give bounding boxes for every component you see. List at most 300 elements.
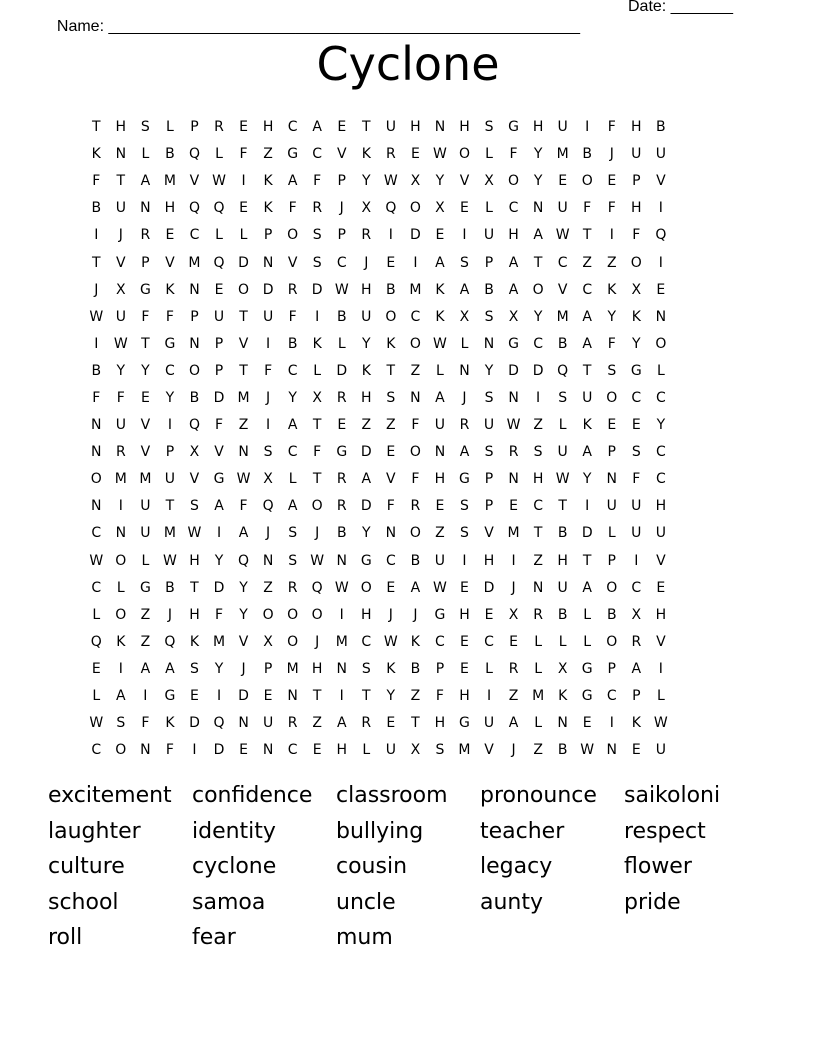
grid-letter: A [116, 688, 126, 705]
grid-row [84, 520, 732, 547]
grid-row [84, 141, 732, 168]
word-list [48, 780, 788, 958]
grid-letter: C [533, 498, 543, 515]
grid-letter: N [115, 525, 127, 542]
grid-letter: T [362, 688, 371, 705]
grid-letter: A [140, 173, 151, 190]
grid-letter: R [336, 389, 347, 406]
grid-row [84, 358, 732, 385]
grid-letter: V [189, 173, 200, 190]
grid-letter: Z [533, 417, 543, 434]
grid-letter: X [508, 606, 519, 623]
grid-letter: K [631, 308, 641, 325]
grid-letter: M [556, 146, 569, 163]
grid-letter: I [315, 308, 320, 325]
grid-letter: C [410, 308, 421, 325]
grid-letter: F [607, 335, 616, 352]
grid-letter: H [508, 227, 519, 244]
grid-letter: N [91, 444, 102, 461]
grid-letter: O [287, 606, 299, 623]
grid-letter: W [433, 146, 447, 163]
grid-letter: A [582, 335, 592, 352]
grid-letter: V [189, 471, 200, 488]
grid-letter: I [486, 688, 492, 705]
grid-letter: Q [238, 552, 250, 569]
grid-letter: A [459, 281, 470, 298]
word-list-item: school [48, 889, 119, 915]
grid-letter: E [484, 606, 494, 623]
grid-row [84, 114, 732, 141]
grid-letter: L [116, 579, 125, 596]
grid-letter: S [312, 254, 322, 271]
grid-letter: Y [288, 389, 297, 406]
grid-letter: L [288, 471, 297, 488]
grid-letter: P [632, 173, 641, 190]
grid-letter: Q [213, 200, 225, 217]
grid-letter: M [114, 471, 127, 488]
grid-letter: W [334, 281, 349, 298]
grid-letter: N [262, 254, 274, 271]
grid-letter: S [460, 525, 469, 542]
grid-letter: N [336, 660, 347, 677]
grid-letter: W [653, 715, 668, 732]
word-list-item: pronounce [480, 783, 597, 808]
grid-letter: N [238, 715, 249, 732]
grid-letter: M [409, 281, 422, 298]
grid-letter: N [140, 200, 151, 217]
grid-letter: E [239, 200, 248, 217]
grid-letter: V [484, 525, 494, 542]
date-field-label: Date: _______ [628, 0, 733, 15]
grid-letter: W [236, 471, 251, 488]
grid-letter: Z [140, 633, 151, 650]
grid-letter: Q [164, 633, 176, 650]
grid-letter: C [631, 389, 642, 406]
grid-letter: F [607, 200, 616, 217]
grid-letter: G [287, 146, 299, 163]
grid-letter: L [558, 633, 567, 650]
grid-row [84, 575, 732, 602]
grid-letter: U [631, 146, 642, 163]
grid-letter: R [336, 498, 347, 515]
grid-letter: S [484, 308, 494, 325]
grid-letter: H [361, 606, 372, 623]
grid-letter: T [239, 308, 248, 325]
grid-letter: E [410, 146, 420, 163]
grid-letter: S [460, 254, 469, 271]
grid-letter: C [655, 471, 666, 488]
grid-letter: I [462, 552, 467, 569]
grid-letter: W [433, 335, 447, 352]
grid-letter: N [532, 579, 544, 596]
grid-letter: Q [655, 227, 667, 244]
grid-letter: A [435, 389, 445, 406]
grid-letter: D [336, 362, 348, 379]
grid-letter: C [557, 254, 568, 271]
grid-letter: K [435, 308, 445, 325]
grid-letter: Q [90, 633, 102, 650]
grid-letter: F [386, 498, 395, 515]
grid-letter: N [91, 498, 102, 515]
grid-row [84, 656, 732, 683]
grid-letter: M [163, 173, 176, 190]
grid-letter: H [434, 715, 446, 732]
grid-letter: F [313, 444, 322, 461]
grid-row [84, 493, 732, 520]
grid-letter: E [386, 579, 396, 596]
grid-letter: G [459, 471, 470, 488]
grid-letter: Z [263, 579, 273, 596]
grid-letter: A [410, 579, 421, 596]
grid-letter: B [410, 660, 421, 677]
grid-letter: W [162, 552, 177, 569]
grid-letter: I [339, 688, 344, 705]
grid-letter: A [238, 525, 249, 542]
grid-letter: B [165, 146, 175, 163]
grid-letter: R [459, 417, 470, 434]
grid-letter: I [216, 688, 222, 705]
grid-letter: C [287, 742, 298, 759]
grid-letter: S [631, 444, 641, 461]
grid-letter: U [631, 525, 642, 542]
grid-letter: T [362, 119, 371, 136]
grid-letter: T [558, 498, 567, 515]
grid-letter: O [409, 525, 421, 542]
grid-letter: U [434, 417, 446, 434]
grid-letter: T [312, 471, 322, 488]
grid-letter: I [658, 660, 663, 677]
word-list-item: samoa [192, 889, 266, 915]
grid-letter: K [410, 633, 420, 650]
grid-letter: L [485, 660, 493, 677]
word-list-item: aunty [480, 889, 544, 915]
grid-letter: N [262, 742, 274, 759]
grid-letter: P [165, 444, 175, 461]
grid-letter: Y [484, 362, 494, 379]
grid-letter: U [140, 498, 151, 515]
grid-letter: B [91, 200, 102, 217]
grid-letter: Y [116, 362, 126, 379]
grid-letter: V [287, 254, 298, 271]
word-list-item: laughter [48, 818, 141, 844]
grid-letter: P [337, 173, 346, 190]
grid-letter: L [141, 552, 150, 569]
grid-letter: S [484, 119, 494, 136]
grid-letter: H [336, 742, 347, 759]
grid-letter: R [287, 281, 298, 298]
grid-letter: H [631, 200, 642, 217]
grid-letter: T [91, 119, 101, 136]
grid-letter: J [94, 281, 99, 298]
grid-letter: P [337, 227, 346, 244]
grid-letter: G [630, 362, 642, 379]
grid-letter: P [607, 552, 616, 569]
grid-letter: N [483, 335, 495, 352]
grid-letter: F [411, 471, 420, 488]
grid-letter: T [312, 417, 322, 434]
grid-letter: Z [508, 688, 519, 705]
grid-letter: G [581, 660, 593, 677]
grid-letter: Y [214, 552, 224, 569]
grid-letter: W [580, 742, 595, 759]
grid-letter: X [459, 308, 470, 325]
grid-letter: H [532, 119, 544, 136]
grid-letter: M [286, 660, 299, 677]
grid-letter: T [165, 498, 175, 515]
grid-letter: D [409, 227, 421, 244]
grid-letter: D [213, 742, 225, 759]
grid-letter: A [287, 498, 298, 515]
grid-letter: K [361, 362, 371, 379]
grid-letter: G [139, 579, 151, 596]
grid-letter: V [336, 146, 347, 163]
grid-letter: O [360, 579, 372, 596]
grid-letter: J [315, 525, 320, 542]
grid-letter: F [607, 119, 616, 136]
word-list-item: fear [192, 925, 236, 950]
grid-letter: D [483, 579, 495, 596]
grid-letter: H [262, 119, 274, 136]
grid-letter: D [189, 715, 200, 732]
grid-letter: E [312, 742, 322, 759]
word-list-item: excitement [48, 783, 172, 808]
grid-letter: F [264, 362, 273, 379]
grid-letter: W [555, 227, 570, 244]
grid-letter: E [607, 417, 617, 434]
grid-letter: C [165, 362, 175, 379]
grid-letter: K [116, 633, 126, 650]
grid-letter: S [558, 389, 568, 406]
grid-letter: P [435, 660, 445, 677]
grid-letter: A [140, 660, 151, 677]
grid-letter: O [287, 227, 299, 244]
grid-letter: K [386, 335, 396, 352]
grid-letter: D [213, 389, 225, 406]
grid-letter: Q [188, 200, 200, 217]
grid-letter: L [460, 335, 469, 352]
grid-letter: O [287, 633, 299, 650]
grid-row [84, 331, 732, 358]
grid-letter: C [655, 389, 666, 406]
grid-letter: Z [582, 254, 592, 271]
grid-letter: Y [656, 417, 666, 434]
word-list-item: bullying [336, 818, 424, 844]
grid-letter: F [239, 498, 248, 515]
grid-letter: O [262, 606, 274, 623]
grid-letter: K [607, 281, 617, 298]
grid-letter: R [508, 660, 519, 677]
grid-letter: F [116, 389, 125, 406]
grid-letter: C [533, 335, 543, 352]
word-list-item: mum [336, 925, 393, 950]
grid-letter: F [509, 146, 518, 163]
grid-letter: C [631, 579, 642, 596]
grid-letter: E [460, 660, 469, 677]
grid-letter: W [506, 417, 521, 434]
grid-letter: A [582, 579, 592, 596]
grid-letter: R [631, 633, 642, 650]
grid-letter: C [361, 633, 372, 650]
grid-row [84, 548, 732, 575]
grid-letter: F [92, 389, 101, 406]
grid-letter: I [585, 119, 590, 136]
grid-letter: U [557, 200, 568, 217]
grid-letter: L [215, 227, 223, 244]
grid-letter: E [386, 444, 396, 461]
grid-letter: S [460, 498, 469, 515]
grid-letter: Z [533, 742, 543, 759]
grid-letter: G [459, 715, 470, 732]
grid-letter: A [508, 715, 519, 732]
grid-letter: D [311, 281, 323, 298]
grid-letter: U [557, 579, 568, 596]
grid-letter: F [435, 688, 444, 705]
grid-letter: E [91, 660, 101, 677]
grid-row [84, 385, 732, 412]
grid-letter: O [311, 498, 323, 515]
grid-letter: N [262, 552, 274, 569]
grid-letter: L [583, 606, 592, 623]
grid-letter: A [435, 254, 445, 271]
grid-letter: Z [361, 417, 372, 434]
grid-letter: J [388, 606, 393, 623]
grid-letter: M [237, 389, 250, 406]
grid-letter: B [557, 335, 568, 352]
grid-letter: B [557, 606, 568, 623]
grid-letter: E [558, 173, 568, 190]
word-list-item: pride [624, 889, 681, 915]
grid-letter: N [508, 389, 519, 406]
grid-letter: M [335, 633, 348, 650]
grid-row [84, 304, 732, 331]
puzzle-title: Cyclone [316, 37, 500, 91]
grid-letter: P [190, 119, 199, 136]
grid-letter: J [462, 389, 467, 406]
grid-letter: E [190, 688, 199, 705]
grid-letter: F [165, 742, 174, 759]
grid-row [84, 439, 732, 466]
grid-letter: O [409, 200, 421, 217]
grid-letter: L [656, 362, 665, 379]
grid-row [84, 412, 732, 439]
grid-letter: R [533, 606, 543, 623]
grid-letter: E [386, 254, 396, 271]
grid-letter: V [656, 633, 666, 650]
grid-letter: F [239, 146, 248, 163]
grid-letter: D [238, 688, 249, 705]
grid-row [84, 195, 732, 222]
grid-letter: H [655, 606, 667, 623]
grid-letter: T [386, 362, 396, 379]
grid-letter: E [435, 227, 445, 244]
grid-letter: L [485, 200, 493, 217]
grid-letter: I [511, 552, 516, 569]
grid-letter: U [582, 389, 593, 406]
grid-letter: S [263, 444, 273, 461]
grid-letter: W [113, 335, 128, 352]
grid-letter: G [336, 444, 348, 461]
grid-letter: R [287, 579, 298, 596]
grid-letter: R [214, 119, 224, 136]
grid-letter: I [585, 498, 590, 515]
grid-letter: L [362, 742, 371, 759]
grid-letter: U [631, 498, 642, 515]
grid-letter: C [435, 633, 445, 650]
grid-letter: Y [582, 471, 592, 488]
grid-letter: M [163, 525, 176, 542]
grid-letter: H [434, 471, 446, 488]
grid-letter: P [263, 227, 273, 244]
grid-letter: C [508, 200, 519, 217]
grid-letter: Y [141, 362, 150, 379]
grid-letter: Q [557, 362, 569, 379]
grid-letter: P [484, 254, 494, 271]
grid-letter: N [434, 119, 446, 136]
grid-letter: Z [410, 688, 421, 705]
word-list-item: culture [48, 854, 125, 879]
grid-letter: S [484, 444, 494, 461]
grid-letter: E [337, 417, 347, 434]
grid-letter: Y [533, 308, 543, 325]
grid-letter: U [213, 308, 225, 325]
grid-letter: E [165, 227, 175, 244]
grid-letter: O [385, 308, 397, 325]
grid-letter: F [214, 606, 224, 623]
grid-letter: R [361, 715, 372, 732]
grid-letter: O [409, 335, 421, 352]
grid-letter: H [164, 200, 176, 217]
grid-letter: N [508, 471, 519, 488]
grid-letter: O [409, 444, 421, 461]
grid-letter: B [410, 552, 421, 569]
grid-letter: I [192, 742, 197, 759]
grid-letter: Y [362, 173, 371, 190]
grid-letter: F [92, 173, 101, 190]
grid-letter: M [188, 254, 201, 271]
grid-letter: V [656, 173, 666, 190]
grid-letter: M [556, 308, 569, 325]
grid-letter: H [361, 389, 372, 406]
grid-letter: V [484, 742, 494, 759]
grid-letter: G [213, 471, 225, 488]
grid-letter: U [115, 417, 126, 434]
grid-letter: E [460, 579, 469, 596]
word-list-item: classroom [336, 783, 448, 808]
grid-letter: N [140, 742, 151, 759]
grid-letter: Z [140, 606, 151, 623]
grid-letter: J [609, 146, 614, 163]
grid-letter: J [315, 633, 320, 650]
grid-letter: C [91, 742, 102, 759]
grid-letter: W [555, 471, 570, 488]
grid-letter: F [583, 200, 592, 217]
grid-letter: J [364, 254, 369, 271]
grid-letter: E [214, 281, 224, 298]
grid-letter: H [459, 119, 470, 136]
grid-letter: S [190, 498, 199, 515]
grid-letter: E [263, 688, 273, 705]
grid-letter: D [532, 362, 544, 379]
grid-letter: N [606, 742, 617, 759]
grid-letter: S [288, 552, 298, 569]
grid-letter: G [139, 281, 151, 298]
grid-letter: K [189, 633, 200, 650]
grid-letter: X [435, 200, 445, 217]
grid-letter: E [631, 742, 641, 759]
grid-letter: N [459, 362, 470, 379]
grid-letter: I [94, 335, 99, 352]
grid-letter: C [484, 633, 494, 650]
